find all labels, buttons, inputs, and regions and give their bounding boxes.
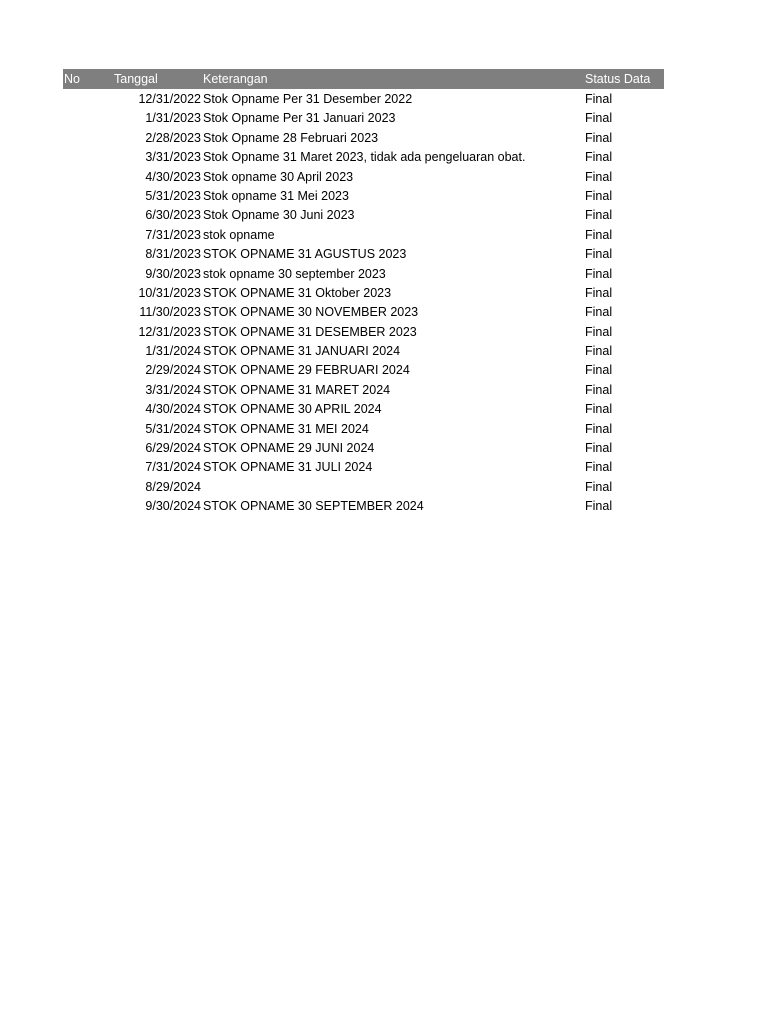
cell-status-data: Final [585,169,613,184]
cell-keterangan: Stok Opname Per 31 Desember 2022 [203,92,413,106]
cell-status-data: Final [585,460,613,475]
table-row [63,89,664,108]
cell-tanggal: 9/30/2024 [145,499,201,514]
table-row [63,128,664,147]
header-no: No [64,72,80,86]
table-row [63,380,664,399]
table-body [63,89,664,516]
cell-tanggal: 1/31/2024 [145,344,201,359]
table-row [63,167,664,186]
cell-status-data: Final [585,266,613,281]
cell-keterangan: STOK OPNAME 31 MARET 2024 [203,382,391,397]
cell-tanggal: 5/31/2024 [145,421,201,436]
cell-keterangan: STOK OPNAME 31 Oktober 2023 [203,285,392,300]
table-row [63,283,664,302]
cell-keterangan: Stok Opname 28 Februari 2023 [203,130,379,145]
cell-keterangan: STOK OPNAME 31 MEI 2024 [203,421,369,436]
cell-status-data: Final [585,402,613,417]
cell-tanggal: 12/31/2022 [138,92,201,106]
cell-tanggal: 8/31/2023 [145,247,201,262]
cell-keterangan: stok opname 30 september 2023 [203,266,386,281]
cell-keterangan: STOK OPNAME 29 FEBRUARI 2024 [203,363,410,378]
cell-tanggal: 10/31/2023 [138,285,201,300]
cell-tanggal: 3/31/2024 [145,382,201,397]
table-row [63,302,664,321]
cell-status-data: Final [585,227,613,242]
table-row [63,360,664,379]
header-tanggal: Tanggal [114,72,158,86]
table-row [63,419,664,438]
cell-keterangan: Stok Opname 31 Maret 2023, tidak ada pengeluaran obat. [203,150,526,165]
table-row [63,457,664,476]
cell-tanggal: 8/29/2024 [145,479,201,494]
cell-keterangan: STOK OPNAME 29 JUNI 2024 [203,441,375,456]
cell-tanggal: 12/31/2023 [138,324,201,339]
cell-tanggal: 4/30/2024 [145,402,201,417]
cell-keterangan: STOK OPNAME 31 JANUARI 2024 [203,344,401,359]
table-row [63,477,664,496]
table-row [63,205,664,224]
cell-status-data: Final [585,130,613,145]
table-header-row [63,69,664,89]
header-status-data: Status Data [585,72,651,86]
cell-tanggal: 4/30/2023 [145,169,201,184]
cell-tanggal: 6/29/2024 [145,441,201,456]
cell-keterangan: stok opname [203,227,275,242]
cell-status-data: Final [585,324,613,339]
cell-keterangan: STOK OPNAME 30 NOVEMBER 2023 [203,305,419,320]
table-row [63,264,664,283]
cell-status-data: Final [585,92,613,106]
table-row [63,496,664,515]
cell-status-data: Final [585,421,613,436]
cell-keterangan: STOK OPNAME 31 AGUSTUS 2023 [203,247,407,262]
table-row [63,322,664,341]
cell-keterangan: Stok Opname 30 Juni 2023 [203,208,355,223]
cell-status-data: Final [585,441,613,456]
table-row [63,399,664,418]
table-row [63,108,664,127]
cell-status-data: Final [585,247,613,262]
cell-tanggal: 7/31/2023 [145,227,201,242]
cell-keterangan: Stok Opname Per 31 Januari 2023 [203,111,396,126]
cell-status-data: Final [585,382,613,397]
table-row [63,341,664,360]
cell-tanggal: 1/31/2023 [145,111,201,126]
cell-status-data: Final [585,363,613,378]
cell-tanggal: 9/30/2023 [145,266,201,281]
cell-status-data: Final [585,344,613,359]
cell-tanggal: 3/31/2023 [145,150,201,165]
table-row [63,147,664,166]
cell-keterangan: STOK OPNAME 31 JULI 2024 [203,460,373,475]
cell-status-data: Final [585,285,613,300]
cell-status-data: Final [585,479,613,494]
cell-status-data: Final [585,188,613,203]
cell-tanggal: 5/31/2023 [145,188,201,203]
cell-keterangan: STOK OPNAME 30 SEPTEMBER 2024 [203,499,424,514]
cell-tanggal: 7/31/2024 [145,460,201,475]
cell-status-data: Final [585,499,613,514]
cell-keterangan: STOK OPNAME 30 APRIL 2024 [203,402,382,417]
stock-opname-table [63,69,664,516]
table-row [63,186,664,205]
header-keterangan: Keterangan [203,72,268,86]
table-row [63,438,664,457]
cell-status-data: Final [585,208,613,223]
table-row [63,244,664,263]
cell-tanggal: 2/29/2024 [145,363,201,378]
cell-status-data: Final [585,305,613,320]
table-row [63,225,664,244]
cell-keterangan: STOK OPNAME 31 DESEMBER 2023 [203,324,417,339]
cell-status-data: Final [585,150,613,165]
cell-keterangan: Stok opname 30 April 2023 [203,169,354,184]
cell-status-data: Final [585,111,613,126]
cell-tanggal: 11/30/2023 [139,305,201,320]
cell-tanggal: 6/30/2023 [145,208,201,223]
cell-tanggal: 2/28/2023 [145,130,201,145]
cell-keterangan: Stok opname 31 Mei 2023 [203,188,349,203]
